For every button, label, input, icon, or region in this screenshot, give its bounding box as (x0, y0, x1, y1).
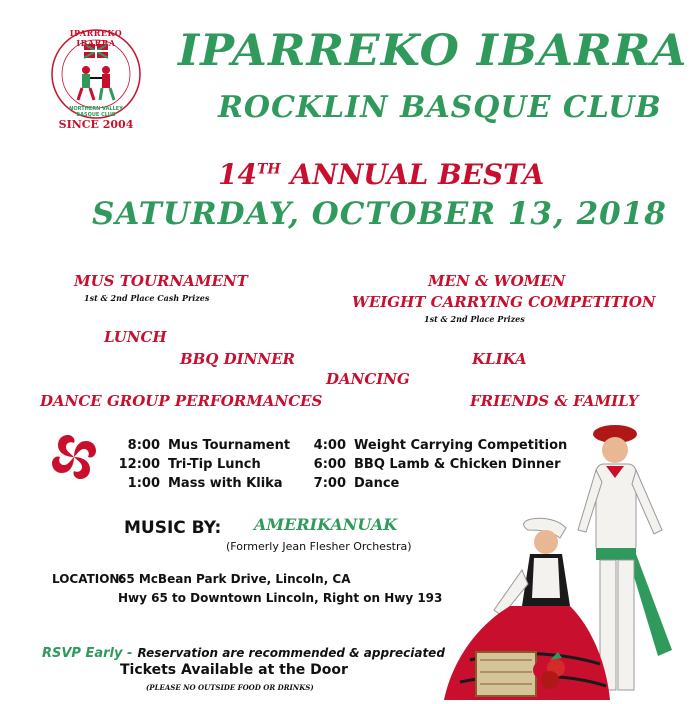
location-directions: Hwy 65 to Downtown Lincoln, Right on Hwy 193 (118, 591, 443, 605)
feature-dancing: DANCING (326, 370, 410, 388)
schedule-event: Mass with Klika (168, 476, 283, 491)
schedule-event: BBQ Lamb & Chicken Dinner (354, 457, 561, 472)
feature-weight-prizes: 1st & 2nd Place Prizes (424, 314, 525, 324)
dancers-illustration (410, 420, 700, 700)
rsvp-label: RSVP Early - (42, 646, 133, 661)
schedule-time: 8:00 (127, 438, 160, 453)
event-name (218, 158, 544, 191)
feature-lunch: LUNCH (104, 328, 167, 346)
event-number-suffix: TH (256, 161, 281, 178)
logo-top-text: IPARREKO IBARRA (69, 28, 123, 48)
schedule-time: 7:00 (313, 476, 346, 491)
feature-mus-prizes: 1st & 2nd Place Cash Prizes (84, 293, 210, 303)
schedule-time: 12:00 (118, 457, 160, 472)
location-label: LOCATION: (52, 572, 125, 586)
music-note: (Formerly Jean Flesher Orchestra) (226, 540, 412, 553)
rsvp-line (42, 642, 445, 661)
rsvp-note: (PLEASE NO OUTSIDE FOOD OR DRINKS) (146, 683, 314, 692)
music-label: MUSIC BY: (124, 518, 222, 538)
schedule-time: 1:00 (127, 476, 160, 491)
rsvp-text: Reservation are recommended & appreciated (137, 646, 445, 660)
feature-weight-line2: WEIGHT CARRYING COMPETITION (352, 293, 656, 311)
music-band: AMERIKANUAK (254, 515, 398, 534)
feature-dance-group: DANCE GROUP PERFORMANCES (40, 392, 323, 410)
club-logo (48, 20, 144, 132)
schedule-event: Tri-Tip Lunch (168, 457, 261, 472)
feature-bbq: BBQ DINNER (180, 350, 295, 368)
location-address: 65 McBean Park Drive, Lincoln, CA (118, 572, 351, 586)
schedule-row (110, 436, 290, 455)
schedule-row (110, 474, 290, 493)
event-date: SATURDAY, OCTOBER 13, 2018 (92, 196, 667, 232)
lauburu-icon (50, 433, 98, 481)
feature-weight-line1: MEN & WOMEN (428, 272, 566, 290)
event-name-text: ANNUAL BESTA (290, 158, 545, 191)
schedule-event: Weight Carrying Competition (354, 438, 568, 453)
feature-mus-tournament: MUS TOURNAMENT (74, 272, 248, 290)
feature-klika: KLIKA (472, 350, 527, 368)
event-number: 14 (218, 158, 257, 191)
page-subtitle: ROCKLIN BASQUE CLUB (218, 90, 662, 125)
logo-ring-text: NORTHERN VALLEY BASQUE CLUB (69, 106, 123, 118)
logo-since: SINCE 2004 (58, 118, 134, 131)
schedule-event: Mus Tournament (168, 438, 291, 453)
schedule-row (110, 455, 290, 474)
page-title: IPARREKO IBARRA (178, 26, 688, 76)
feature-friends-family: FRIENDS & FAMILY (470, 392, 639, 410)
schedule-event: Dance (354, 476, 400, 491)
schedule-time: 4:00 (313, 438, 346, 453)
schedule-time: 6:00 (313, 457, 346, 472)
schedule-left (110, 436, 290, 493)
tickets-text: Tickets Available at the Door (120, 662, 348, 678)
